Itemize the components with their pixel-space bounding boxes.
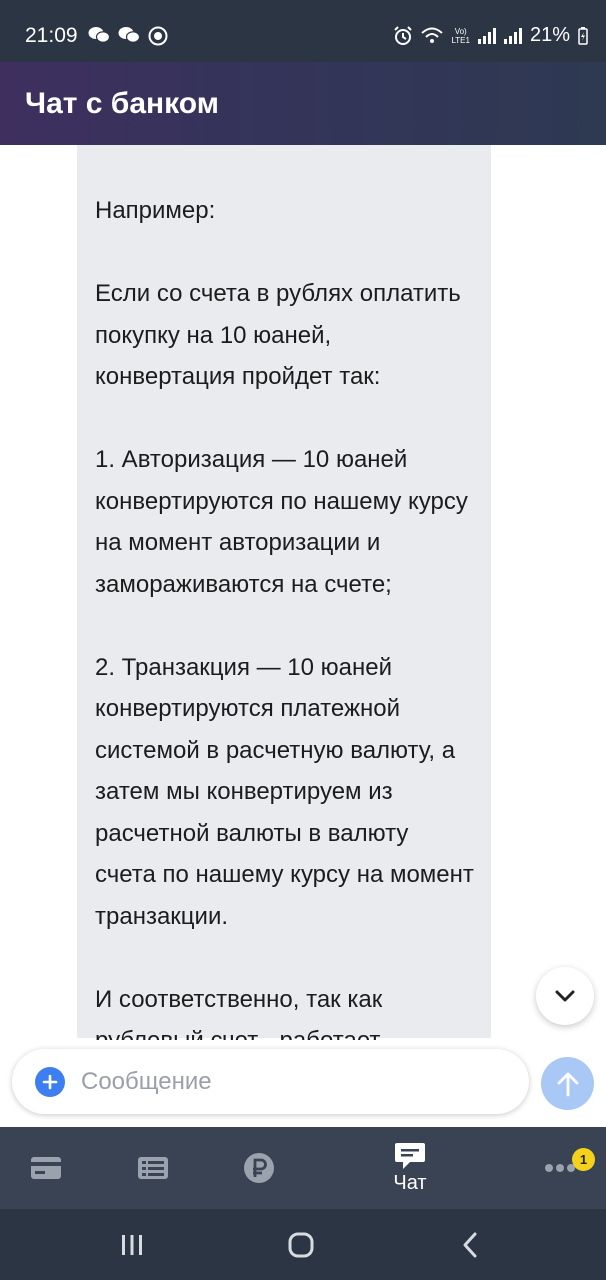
app-bar	[0, 62, 606, 145]
system-navigation	[0, 1209, 606, 1280]
message-paragraph: 2. Транзакция — 10 юаней конвертируются платежной системой в расчетную валюту, а затем мы конвертируем из расчетной валюты в валюту счета по нашему курсу на момент транзакции.	[95, 653, 474, 930]
status-time: 21:09	[25, 24, 78, 47]
recent-apps-icon	[120, 1233, 144, 1257]
send-button[interactable]	[541, 1057, 594, 1110]
message-input-container	[12, 1049, 529, 1114]
signal-icon	[504, 28, 522, 44]
attach-plus-icon[interactable]	[35, 1067, 65, 1097]
alarm-icon	[393, 26, 413, 46]
ruble-icon	[243, 1152, 275, 1184]
status-right-icons	[393, 24, 588, 47]
back-button[interactable]	[458, 1231, 482, 1259]
message-paragraph: Например:	[95, 197, 216, 224]
nav-item-cards[interactable]	[26, 1127, 66, 1209]
nav-item-chat-label: Чат	[393, 1171, 427, 1194]
message-input[interactable]	[81, 1068, 501, 1096]
chevron-down-icon	[554, 989, 576, 1003]
nav-item-payments[interactable]	[242, 1127, 276, 1209]
more-icon	[544, 1163, 576, 1173]
message-paragraph: Если со счета в рублях оплатить покупку на 10 юаней, конвертация пройдет так:	[95, 280, 461, 390]
nav-item-chat[interactable]	[380, 1127, 440, 1209]
back-icon	[461, 1232, 479, 1258]
message-paragraph: 1. Авторизация — 10 юаней конвертируются по нашему курсу на момент авторизации и замораживаются на счете;	[95, 446, 468, 598]
notification-icons	[88, 26, 168, 46]
bottom-navigation	[0, 1127, 606, 1209]
wechat-icon	[88, 26, 110, 44]
notification-badge: 1	[572, 1148, 595, 1171]
home-button[interactable]	[286, 1231, 316, 1259]
status-bar	[0, 0, 606, 62]
page-title: Чат с банком	[25, 86, 219, 120]
recent-apps-button[interactable]	[119, 1231, 145, 1259]
chat-icon	[394, 1142, 426, 1170]
card-icon	[30, 1156, 62, 1180]
list-icon	[137, 1156, 169, 1180]
chat-messages[interactable]	[0, 145, 606, 1040]
wifi-icon	[421, 27, 443, 45]
nav-item-history[interactable]	[135, 1127, 171, 1209]
nav-item-more[interactable]	[540, 1127, 580, 1209]
battery-percent: 21%	[529, 24, 570, 46]
plus-icon	[42, 1074, 58, 1090]
bank-message-bubble	[77, 145, 491, 1038]
message-composer	[0, 1040, 606, 1127]
app-notification-icon	[148, 26, 168, 46]
battery-charging-icon	[578, 27, 588, 45]
message-paragraph: И соответственно, так как	[95, 985, 383, 1013]
arrow-up-icon	[556, 1071, 580, 1097]
scroll-to-bottom-button[interactable]	[536, 967, 594, 1025]
network-type: Vo) LTE1	[451, 26, 470, 45]
home-icon	[287, 1232, 315, 1258]
wechat-icon	[118, 26, 140, 44]
signal-icon	[478, 28, 496, 44]
